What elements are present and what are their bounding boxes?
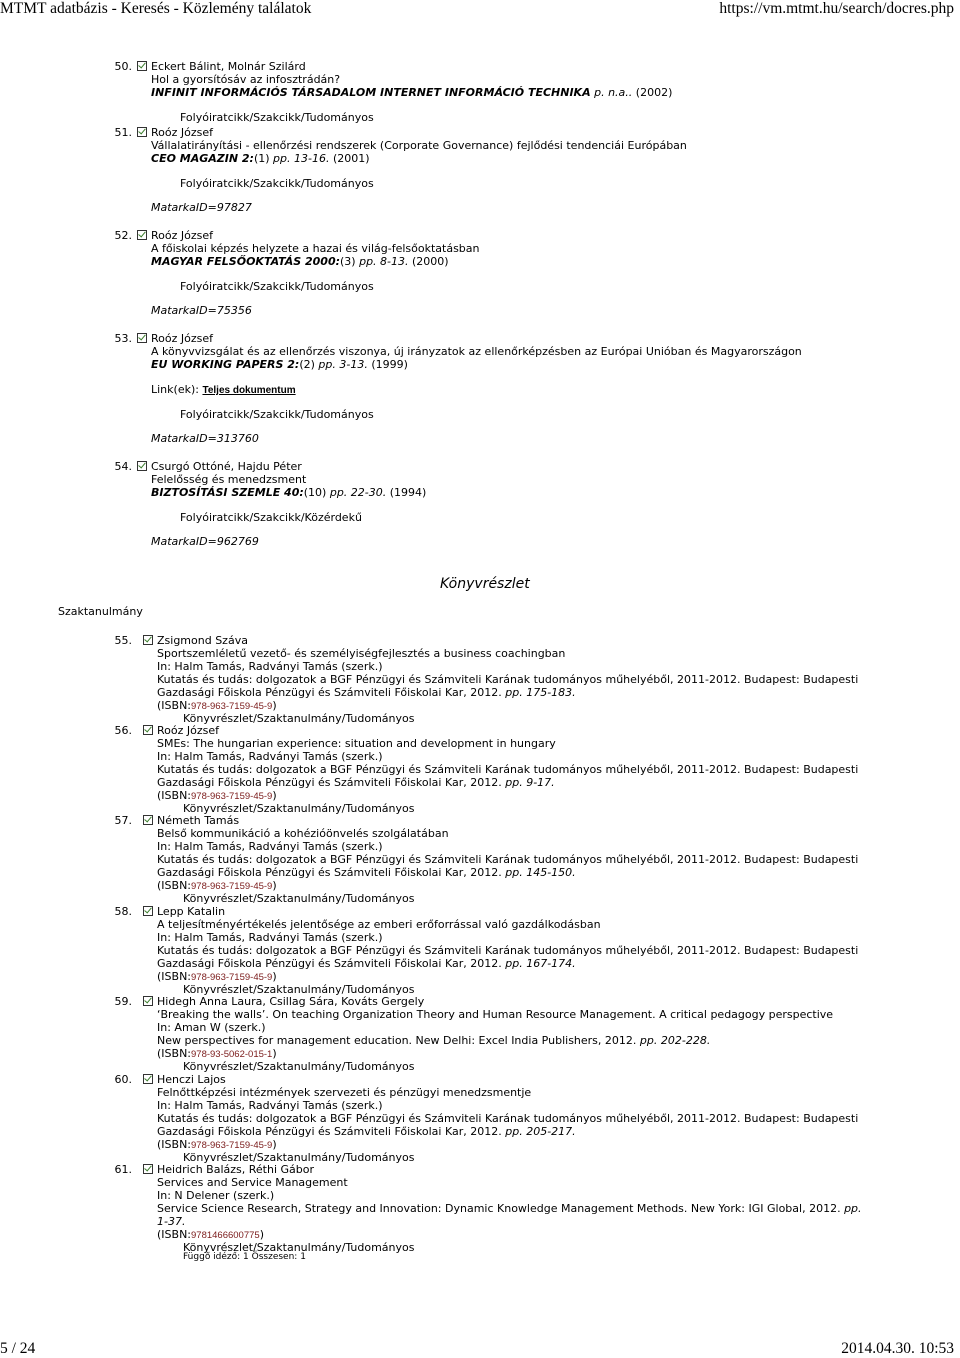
pages: pp. 13-16. [273, 152, 330, 165]
isbn-suffix: ) [272, 1138, 277, 1151]
publisher: Gazdasági Főiskola Pénzügyi és Számviteli Főiskolai Kar, 2012. [157, 686, 502, 699]
publication-title: Vállalatirányítási - ellenőrzési rendszerek (Corporate Governance) fejlődési tendenciái Európában [151, 139, 687, 152]
selected-checkbox[interactable] [143, 1164, 153, 1174]
entry-number: 56. [114, 724, 132, 737]
publication-title: Felelősség és menedzsment [151, 473, 307, 486]
year: (1999) [371, 358, 408, 371]
selected-checkbox[interactable] [143, 725, 153, 735]
editors: In: Halm Tamás, Radványi Tamás (szerk.) [157, 660, 383, 673]
entry-number: 61. [114, 1163, 132, 1176]
category: Folyóiratcikk/Szakcikk/Tudományos [180, 111, 374, 124]
selected-checkbox[interactable] [137, 61, 147, 71]
matarka-id: MatarkaID=313760 [151, 432, 259, 445]
publication-title: A főiskolai képzés helyzete a hazai és világ-felsőoktatásban [151, 242, 480, 255]
list-item [157, 814, 858, 892]
selected-checkbox[interactable] [143, 635, 153, 645]
isbn-number: 978-963-7159-45-9 [191, 701, 273, 712]
publisher: Gazdasági Főiskola Pénzügyi és Számviteli Főiskolai Kar, 2012. [157, 1125, 502, 1138]
selected-checkbox[interactable] [143, 1074, 153, 1084]
entry-number: 54. [114, 460, 132, 473]
pages: pp. 8-13. [359, 255, 409, 268]
list-item [157, 1073, 858, 1151]
publication-title: A teljesítményértékelés jelentősége az emberi erőforrással való gazdálkodásban [157, 918, 601, 931]
entry-number: 51. [114, 126, 132, 139]
editors: In: Halm Tamás, Radványi Tamás (szerk.) [157, 931, 383, 944]
issue: (2) [299, 358, 315, 371]
isbn-number: 978-963-7159-45-9 [191, 1140, 273, 1151]
links-label: Link(ek): [151, 383, 199, 396]
authors: Németh Tamás [157, 814, 240, 827]
selected-checkbox[interactable] [143, 815, 153, 825]
entry-number: 50. [114, 60, 132, 73]
editors: In: N Delener (szerk.) [157, 1189, 275, 1202]
entry-number: 52. [114, 229, 132, 242]
entry-number: 58. [114, 905, 132, 918]
authors: Hidegh Anna Laura, Csillag Sára, Kováts Gergely [157, 995, 425, 1008]
list-item [157, 905, 858, 983]
publication-title: Felnőttképzési intézmények szervezeti és pénzügyi menedzsmentje [157, 1086, 532, 1099]
page-footer-number: 5 / 24 [0, 1340, 36, 1357]
authors: Csurgó Ottóné, Hajdu Péter [151, 460, 302, 473]
entry-number: 57. [114, 814, 132, 827]
publisher: Gazdasági Főiskola Pénzügyi és Számviteli Főiskolai Kar, 2012. [157, 957, 502, 970]
page-footer-datetime: 2014.04.30. 10:53 [841, 1340, 954, 1357]
authors: Roóz József [151, 126, 213, 139]
category: Könyvrészlet/Szaktanulmány/Tudományos [183, 892, 415, 905]
publication-title: Belső kommunikáció a kohézióönvelés szolgálatában [157, 827, 449, 840]
selected-checkbox[interactable] [137, 333, 147, 343]
isbn-suffix: ) [272, 1047, 277, 1060]
section-side-label: Szaktanulmány [58, 605, 143, 618]
isbn-number: 978-963-7159-45-9 [191, 881, 273, 892]
citation-count: Függő idéző: 1 Összesen: 1 [183, 1252, 306, 1262]
list-item [157, 634, 858, 712]
year: (2002) [635, 86, 673, 99]
pages: pp. 3-13. [318, 358, 368, 371]
publication-title: Hol a gyorsítósáv az infosztrádán? [151, 73, 341, 86]
publication-title: SMEs: The hungarian experience: situation and development in hungary [157, 737, 556, 750]
isbn-number: 978-963-7159-45-9 [191, 972, 273, 983]
list-item [157, 995, 833, 1060]
editors: In: Halm Tamás, Radványi Tamás (szerk.) [157, 750, 383, 763]
page-header-title: MTMT adatbázis - Keresés - Közlemény találatok [0, 0, 312, 17]
isbn-prefix: (ISBN: [157, 699, 191, 712]
category: Könyvrészlet/Szaktanulmány/Tudományos [183, 802, 415, 815]
pages: pp. 167-174. [505, 957, 576, 970]
year: (2001) [332, 152, 370, 165]
authors: Heidrich Balázs, Réthi Gábor [157, 1163, 315, 1176]
year: (1994) [389, 486, 427, 499]
category: Könyvrészlet/Szaktanulmány/Tudományos [183, 983, 415, 996]
page-header-url: https://vm.mtmt.hu/search/docres.php [719, 0, 954, 17]
book-title: Kutatás és tudás: dolgozatok a BGF Pénzügyi és Számviteli Karának tudományos műhelyéből, 2011-2012. Budapest: Budapesti [157, 673, 859, 686]
links-row [151, 383, 296, 397]
pages: pp. 145-150. [505, 866, 576, 879]
isbn-prefix: (ISBN: [157, 789, 191, 802]
pages-prefix: pp. [844, 1202, 862, 1215]
list-item [151, 332, 802, 371]
authors: Roóz József [157, 724, 219, 737]
authors: Roóz József [151, 332, 213, 345]
matarka-id: MatarkaID=75356 [151, 304, 252, 317]
isbn-prefix: (ISBN: [157, 1047, 191, 1060]
year: (2000) [412, 255, 449, 268]
category: Könyvrészlet/Szaktanulmány/Tudományos [183, 1241, 415, 1254]
issue: (3) [340, 255, 356, 268]
full-document-link[interactable]: Teljes dokumentum [202, 385, 296, 396]
category: Folyóiratcikk/Szakcikk/Tudományos [180, 177, 374, 190]
isbn-suffix: ) [272, 970, 277, 983]
authors: Roóz József [151, 229, 213, 242]
isbn-number: 978-963-7159-45-9 [191, 791, 273, 802]
book-title: Kutatás és tudás: dolgozatok a BGF Pénzügyi és Számviteli Karának tudományos műhelyéből, 2011-2012. Budapest: Budapesti [157, 944, 859, 957]
journal-name: EU WORKING PAPERS 2: [151, 358, 300, 371]
entry-number: 59. [114, 995, 132, 1008]
pages: pp. 22-30. [329, 486, 387, 499]
book-title: Service Science Research, Strategy and Innovation: Dynamic Knowledge Management Methods. New York: IGI Global, 2012. [157, 1202, 841, 1215]
book-title: New perspectives for management education. New Delhi: Excel India Publishers, 2012. [157, 1034, 637, 1047]
publication-title: Sportszemléletű vezető- és személyiségfejlesztés a business coachingban [157, 647, 566, 660]
selected-checkbox[interactable] [143, 906, 153, 916]
isbn-prefix: (ISBN: [157, 970, 191, 983]
selected-checkbox[interactable] [143, 996, 153, 1006]
category: Könyvrészlet/Szaktanulmány/Tudományos [183, 1151, 415, 1164]
book-title: Kutatás és tudás: dolgozatok a BGF Pénzügyi és Számviteli Karának tudományos műhelyéből, 2011-2012. Budapest: Budapesti [157, 853, 859, 866]
authors: Henczi Lajos [157, 1073, 226, 1086]
authors: Lepp Katalin [157, 905, 226, 918]
isbn-number: 9781466600775 [191, 1230, 260, 1241]
category: Könyvrészlet/Szaktanulmány/Tudományos [183, 1060, 415, 1073]
pages: pp. 9-17. [505, 776, 555, 789]
publication-title: A könyvvizsgálat és az ellenőrzés viszonya, új irányzatok az ellenőrképzésben az Európai Unióban és Magyarországon [151, 345, 802, 358]
list-item [151, 60, 672, 99]
category: Könyvrészlet/Szaktanulmány/Tudományos [183, 712, 415, 725]
isbn-prefix: (ISBN: [157, 879, 191, 892]
publication-title: Services and Service Management [157, 1176, 348, 1189]
journal-name: CEO MAGAZIN 2: [151, 152, 254, 165]
entry-number: 53. [114, 332, 132, 345]
editors: In: Aman W (szerk.) [157, 1021, 266, 1034]
editors: In: Halm Tamás, Radványi Tamás (szerk.) [157, 1099, 383, 1112]
section-title: Könyvrészlet [440, 576, 530, 592]
book-title: Kutatás és tudás: dolgozatok a BGF Pénzügyi és Számviteli Karának tudományos műhelyéből, 2011-2012. Budapest: Budapesti [157, 1112, 859, 1125]
isbn-prefix: (ISBN: [157, 1228, 191, 1241]
matarka-id: MatarkaID=962769 [151, 535, 259, 548]
selected-checkbox[interactable] [137, 127, 147, 137]
selected-checkbox[interactable] [137, 461, 147, 471]
isbn-prefix: (ISBN: [157, 1138, 191, 1151]
book-title: Kutatás és tudás: dolgozatok a BGF Pénzügyi és Számviteli Karának tudományos műhelyéből, 2011-2012. Budapest: Budapesti [157, 763, 859, 776]
entry-number: 60. [114, 1073, 132, 1086]
list-item [151, 460, 426, 499]
pages: pp. 202-228. [639, 1034, 711, 1047]
isbn-suffix: ) [272, 789, 277, 802]
publication-title: ‘Breaking the walls’. On teaching Organization Theory and Human Resource Management. A critical pedagogy perspective [157, 1008, 834, 1021]
isbn-number: 978-93-5062-015-1 [191, 1049, 273, 1060]
journal-name: BIZTOSÍTÁSI SZEMLE 40: [151, 486, 304, 499]
list-item [151, 126, 687, 165]
category: Folyóiratcikk/Szakcikk/Tudományos [180, 280, 374, 293]
isbn-suffix: ) [272, 699, 277, 712]
list-item [157, 724, 858, 802]
pages: pp. 175-183. [505, 686, 576, 699]
publisher: Gazdasági Főiskola Pénzügyi és Számviteli Főiskolai Kar, 2012. [157, 776, 502, 789]
category: Folyóiratcikk/Szakcikk/Tudományos [180, 408, 374, 421]
issue: (10) [303, 486, 327, 499]
journal-name: MAGYAR FELSŐOKTATÁS 2000: [151, 255, 340, 268]
list-item [151, 229, 480, 268]
category: Folyóiratcikk/Szakcikk/Közérdekű [180, 511, 362, 524]
publisher: Gazdasági Főiskola Pénzügyi és Számviteli Főiskolai Kar, 2012. [157, 866, 502, 879]
pages: pp. 205-217. [505, 1125, 576, 1138]
authors: Eckert Bálint, Molnár Szilárd [151, 60, 306, 73]
journal-name: INFINIT INFORMÁCIÓS TÁRSADALOM INTERNET INFORMÁCIÓ TECHNIKA [151, 86, 591, 99]
issue: (1) [253, 152, 270, 165]
pages: p. n.a.. [594, 86, 633, 99]
isbn-suffix: ) [259, 1228, 264, 1241]
pages: 1-37. [157, 1215, 186, 1228]
matarka-id: MatarkaID=97827 [151, 201, 252, 214]
isbn-suffix: ) [272, 879, 277, 892]
entry-number: 55. [114, 634, 132, 647]
authors: Zsigmond Száva [157, 634, 248, 647]
list-item [157, 1163, 862, 1241]
editors: In: Halm Tamás, Radványi Tamás (szerk.) [157, 840, 383, 853]
selected-checkbox[interactable] [137, 230, 147, 240]
